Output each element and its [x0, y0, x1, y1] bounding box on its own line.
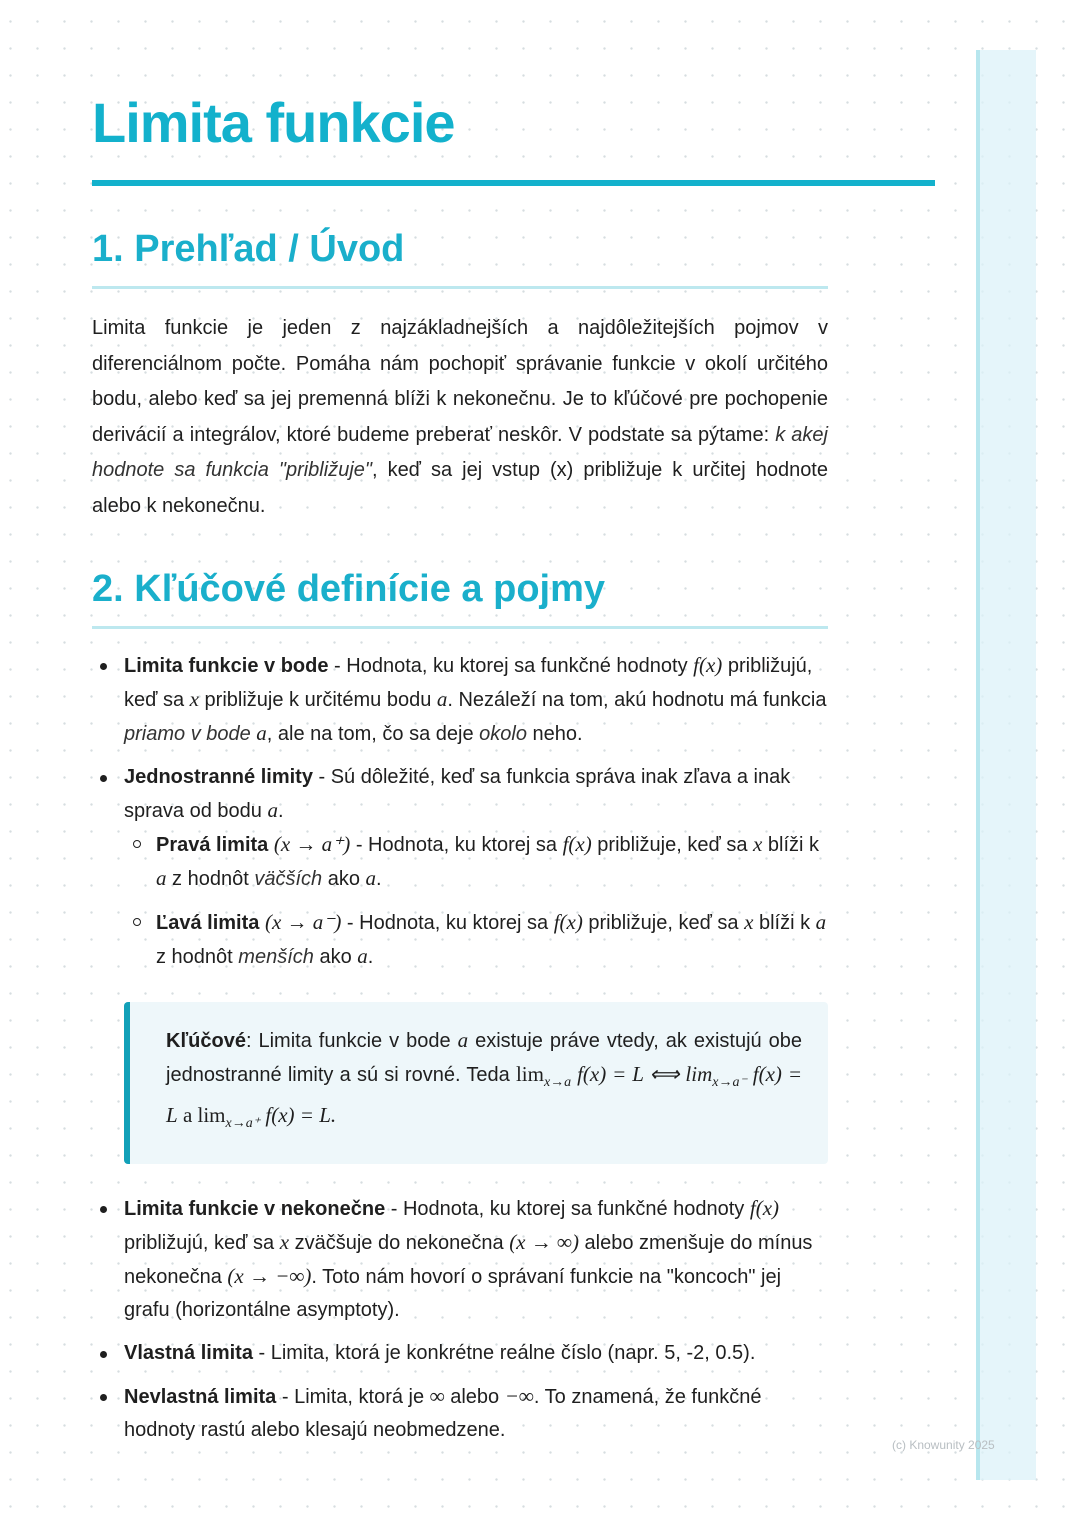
key-callout: Kľúčové: Limita funkcie v bode a existuje práve vtedy, ak existujú obe jednostranné limity a sú si rovné. Teda $\lim_{x\to a} f(x) = L$ ⟺ $\lim_{x\to a^-} f(x) = L$ a $\lim_{x\to a^+} f(x) = L$. [124, 1002, 828, 1164]
intro-paragraph: Limita funkcie je jeden z najzákladnejších a najdôležitejších pojmov v diferenciálnom počte. Pomáha nám pochopiť správanie funkcie v okolí určitého bodu, alebo keď sa jej premenná blíži k nekonečnu. Je to kľúčové pre pochopenie derivácií a integrálov, ktoré budeme preberať neskôr. V podstate sa pýtame: k akej hodnote sa funkcia "približuje", keď sa jej vstup (x) približuje k určitej hodnote alebo k nekonečnu. [92, 317, 829, 517]
section-rule [92, 626, 828, 629]
definitions-list [92, 649, 828, 974]
list-item: Jednostranné limity - Sú dôležité, keď sa funkcia správa inak zľava a inak sprava od bodu a. Pravá limita (x → a⁺) - Hodnota, ku ktorej sa f(x) približuje, keď sa x blíži k a z hodnôt väčších ako a. Ľavá limita (x → a⁻) - Hodnota, ku ktorej sa f(x) približuje, keď sa x blíži k a z hodnôt menších ako a. [92, 761, 828, 974]
list-item: Nevlastná limita - Limita, ktorá je ∞ alebo −∞. To znamená, že funkčné hodnoty rastú alebo klesajú neobmedzene. [92, 1380, 828, 1447]
definitions-list-continued [92, 1192, 828, 1447]
footer-copyright: (c) Knowunity 2025 [892, 1438, 995, 1452]
page-title: Limita funkcie [92, 91, 455, 154]
margin-sidebar [976, 50, 1036, 1480]
sub-list-item: Pravá limita (x → a⁺) - Hodnota, ku ktorej sa f(x) približuje, keď sa x blíži k a z hodnôt väčších ako a. [124, 828, 828, 896]
list-item: Limita funkcie v nekonečne - Hodnota, ku ktorej sa funkčné hodnoty f(x) približujú, keď sa x zväčšuje do nekonečna (x → ∞) alebo zmenšuje do mínus nekonečna (x → −∞). Toto nám hovorí o správaní funkcie na "koncoch" jej grafu (horizontálne asymptoty). [92, 1192, 828, 1327]
section-rule [92, 286, 828, 289]
title-rule [92, 180, 935, 186]
section-heading-definitions: 2. Kľúčové definície a pojmy [92, 568, 606, 610]
list-item: Limita funkcie v bode - Hodnota, ku ktorej sa funkčné hodnoty f(x) približujú, keď sa x približuje k určitému bodu a. Nezáleží na tom, akú hodnotu má funkcia priamo v bode a, ale na tom, čo sa deje okolo neho. [92, 649, 828, 751]
section-heading-intro: 1. Prehľad / Úvod [92, 228, 405, 270]
list-item: Vlastná limita - Limita, ktorá je konkrétne reálne číslo (napr. 5, -2, 0.5). [92, 1337, 828, 1370]
document-page [92, 88, 828, 1447]
sub-list-item: Ľavá limita (x → a⁻) - Hodnota, ku ktorej sa f(x) približuje, keď sa x blíži k a z hodnôt menších ako a. [124, 906, 828, 974]
limit-formula: $\lim_{x\to a} f(x) = L$ ⟺ $\lim_{x\to a^-} f(x) = L$ a $\lim_{x\to a^+} f(x) = L$. [166, 1062, 802, 1132]
